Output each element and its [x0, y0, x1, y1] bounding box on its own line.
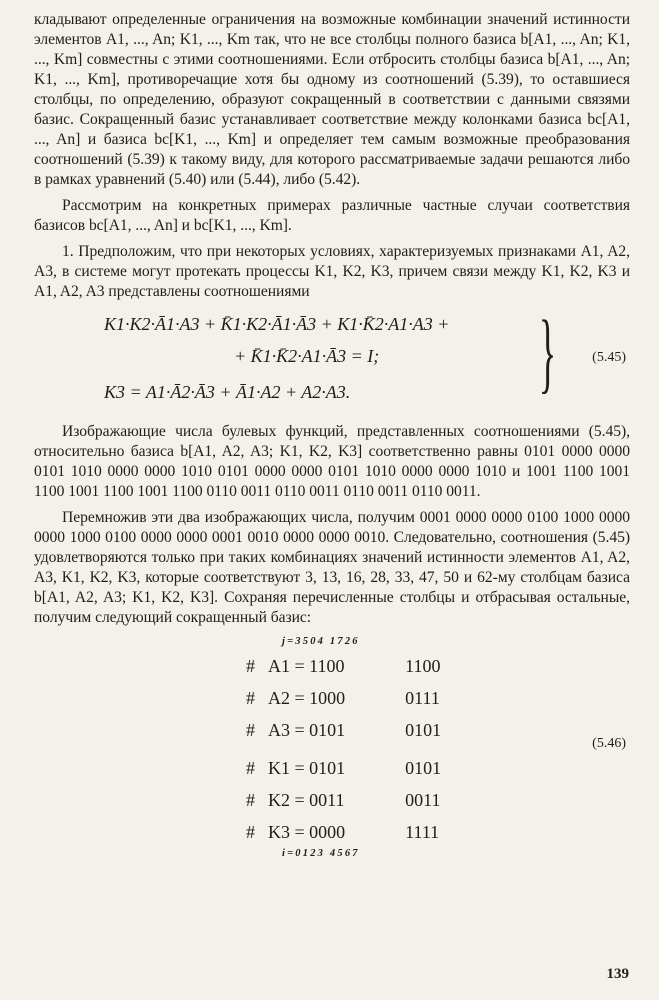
paragraph-3: 1. Предположим, что при некоторых условиях, характеризуемых признаками A1, A2, A3, в системе могут протекать процессы K1, K2, K3, причем связи между K1, K2, K3 и A1, A2, A3 представлены соотношениями — [34, 243, 630, 300]
basis-row: # A2 = 1000 0111 — [246, 688, 440, 708]
paragraph-4: Изображающие числа булевых функций, представленных соотношениями (5.45), относительно базиса b[A1, A2, A3; K1, K2, K3] соответственно равны 0101 0000 0000 0101 1010 0000 0000 1010 0101 0000 0000 0101 1010 0000 0000 1010 и 1001 1100 1001 1100 1001 1100 1001 1100 0110 0011 0110 0011 0110 0011 0110 0011. — [34, 423, 630, 500]
paragraph-1: кладывают определенные ограничения на возможные комбинации значений истинности элементов A1, ..., An; K1, ..., Km так, что не все столбцы полного базиса b[A1, ..., An; K1, ..., Km] совместны с этими соотношениями. Если отбросить столбцы базиса b[A1, ..., An; K1, ..., Km], противоречащие хотя бы одному из соотношений (5.39), то оставшиеся столбцы, по определению, образуют сокращенный в соответствии с данными связями базис. Сокращенный базис устанавливает соответствие между колонками базиса bc[A1, ..., An] и базиса bc[K1, ..., Km] и определяет тем самым возможные преобразования соотношений (5.39) к такому виду, для которого рассматриваемые задачи решаются либо в рамках уравнений (5.40) или (5.44), либо (5.42). — [34, 11, 630, 188]
page-number: 139 — [606, 966, 629, 982]
paragraph-5: Перемножив эти два изображающих числа, получим 0001 0000 0000 0100 1000 0000 0000 1000 0100 0000 0000 0001 0010 0000 0000 0010. Следовательно, соотношения (5.45) удовлетворяются только при таких комбинациях значений истинности элементов A1, A2, A3, K1, K2, K3, которые соответствуют 3, 13, 16, 28, 33, 47, 50 и 62-му столбцам базиса b[A1, A2, A3; K1, K2, K3]. Сохраняя перечисленные столбцы и отбрасывая остальные, получим следующий сокращенный базис: — [34, 509, 630, 626]
paragraph-2: Рассмотрим на конкретных примерах различные частные случаи соответствия базисов bc[A1, ..., An] и bc[K1, ..., Km]. — [34, 197, 630, 234]
page-body — [34, 10, 630, 868]
basis-footer: i=0123 4567 — [282, 848, 360, 859]
basis-row: # A3 = 0101 0101 — [246, 720, 442, 740]
equation-number: (5.46) — [592, 736, 626, 751]
equation-line-1: K1·K2·Ā1·A3 + K̄1·K2·Ā1·Ā3 + K1·K̄2·A1·A3 + — [104, 314, 450, 334]
basis-row: # K3 = 0000 1111 — [246, 822, 440, 842]
basis-row: # A1 = 1100 1100 — [246, 656, 441, 676]
equation-number: (5.45) — [592, 350, 626, 365]
basis-header: j=3504 1726 — [282, 636, 360, 647]
basis-row: # K2 = 0011 0011 — [246, 790, 441, 810]
equation-5-45 — [34, 303, 630, 414]
reduced-basis-5-46 — [34, 636, 630, 868]
curly-brace: } — [538, 303, 556, 402]
equation-line-3: K3 = A1·Ā2·Ā3 + Ā1·A2 + A2·A3. — [104, 382, 351, 402]
equation-line-2: + K̄1·K̄2·A1·Ā3 = I; — [234, 346, 380, 366]
basis-row: # K1 = 0101 0101 — [246, 758, 442, 778]
